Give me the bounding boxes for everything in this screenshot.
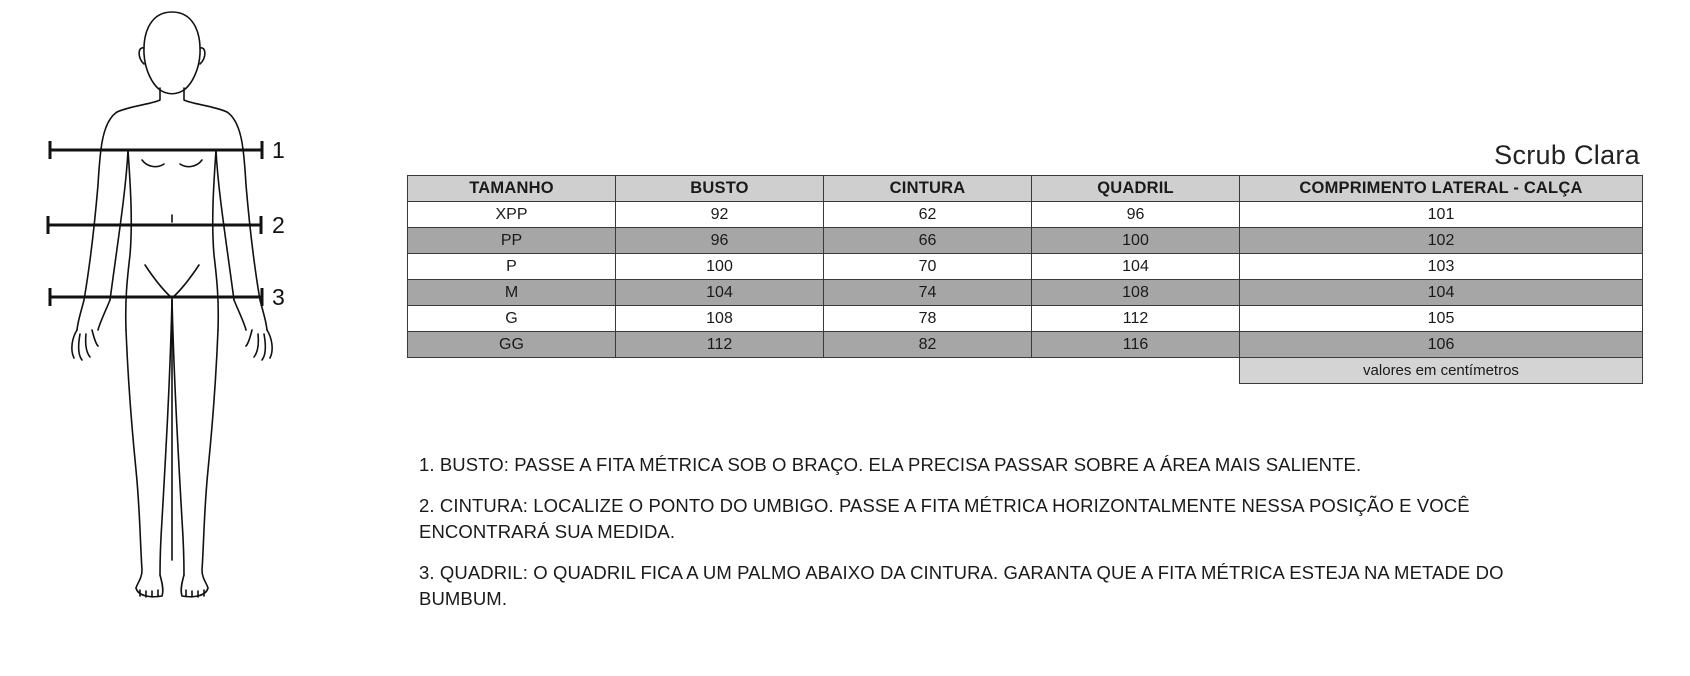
header-tamanho: TAMANHO: [408, 176, 616, 202]
instruction-waist: 2. CINTURA: LOCALIZE O PONTO DO UMBIGO. PASSE A FITA MÉTRICA HORIZONTALMENTE NESSA POSIÇÃO E VOCÊ ENCONTRARÁ SUA MEDIDA.: [419, 495, 1470, 542]
cell-quadril: 100: [1032, 228, 1240, 254]
cell-comprimento: 101: [1240, 202, 1643, 228]
table-row: [408, 332, 1643, 358]
table-row: [408, 254, 1643, 280]
cell-cintura: 74: [824, 280, 1032, 306]
cell-quadril: 108: [1032, 280, 1240, 306]
size-table: [407, 175, 1643, 384]
cell-comprimento: 104: [1240, 280, 1643, 306]
cell-cintura: 82: [824, 332, 1032, 358]
table-row: [408, 202, 1643, 228]
cell-size: XPP: [408, 202, 616, 228]
header-cintura: CINTURA: [824, 176, 1032, 202]
instruction-hip: 3. QUADRIL: O QUADRIL FICA A UM PALMO ABAIXO DA CINTURA. GARANTA QUE A FITA MÉTRICA ESTEJA NA METADE DO BUMBUM.: [419, 562, 1504, 609]
body-figure-illustration: [40, 0, 360, 676]
body-outline: [72, 12, 272, 597]
cell-busto: 108: [616, 306, 824, 332]
cell-busto: 96: [616, 228, 824, 254]
cell-size: GG: [408, 332, 616, 358]
table-header-row: [408, 176, 1643, 202]
product-title: Scrub Clara: [1494, 140, 1640, 170]
bust-line-label: 1: [272, 137, 285, 163]
header-busto: BUSTO: [616, 176, 824, 202]
cell-quadril: 116: [1032, 332, 1240, 358]
table-row: [408, 228, 1643, 254]
cell-comprimento: 105: [1240, 306, 1643, 332]
cell-cintura: 62: [824, 202, 1032, 228]
header-comprimento: COMPRIMENTO LATERAL - CALÇA: [1240, 176, 1643, 202]
cell-comprimento: 103: [1240, 254, 1643, 280]
table-row: [408, 306, 1643, 332]
cell-busto: 112: [616, 332, 824, 358]
cell-size: PP: [408, 228, 616, 254]
cell-cintura: 66: [824, 228, 1032, 254]
cell-quadril: 96: [1032, 202, 1240, 228]
cell-busto: 100: [616, 254, 824, 280]
table-footer-row: [408, 358, 1643, 384]
cell-cintura: 70: [824, 254, 1032, 280]
cell-cintura: 78: [824, 306, 1032, 332]
cell-size: P: [408, 254, 616, 280]
cell-comprimento: 106: [1240, 332, 1643, 358]
cell-busto: 104: [616, 280, 824, 306]
cell-quadril: 112: [1032, 306, 1240, 332]
cell-comprimento: 102: [1240, 228, 1643, 254]
table-row: [408, 280, 1643, 306]
measurement-lines: [48, 141, 262, 306]
unit-note: valores em centímetros: [1240, 358, 1643, 384]
waist-line-label: 2: [272, 212, 285, 238]
measurement-instructions: [419, 452, 1569, 627]
header-quadril: QUADRIL: [1032, 176, 1240, 202]
cell-size: M: [408, 280, 616, 306]
footer-spacer: [408, 358, 1240, 384]
hip-line-label: 3: [272, 284, 285, 310]
cell-quadril: 104: [1032, 254, 1240, 280]
cell-size: G: [408, 306, 616, 332]
instruction-bust: 1. BUSTO: PASSE A FITA MÉTRICA SOB O BRAÇO. ELA PRECISA PASSAR SOBRE A ÁREA MAIS SALIENTE.: [419, 454, 1362, 475]
cell-busto: 92: [616, 202, 824, 228]
